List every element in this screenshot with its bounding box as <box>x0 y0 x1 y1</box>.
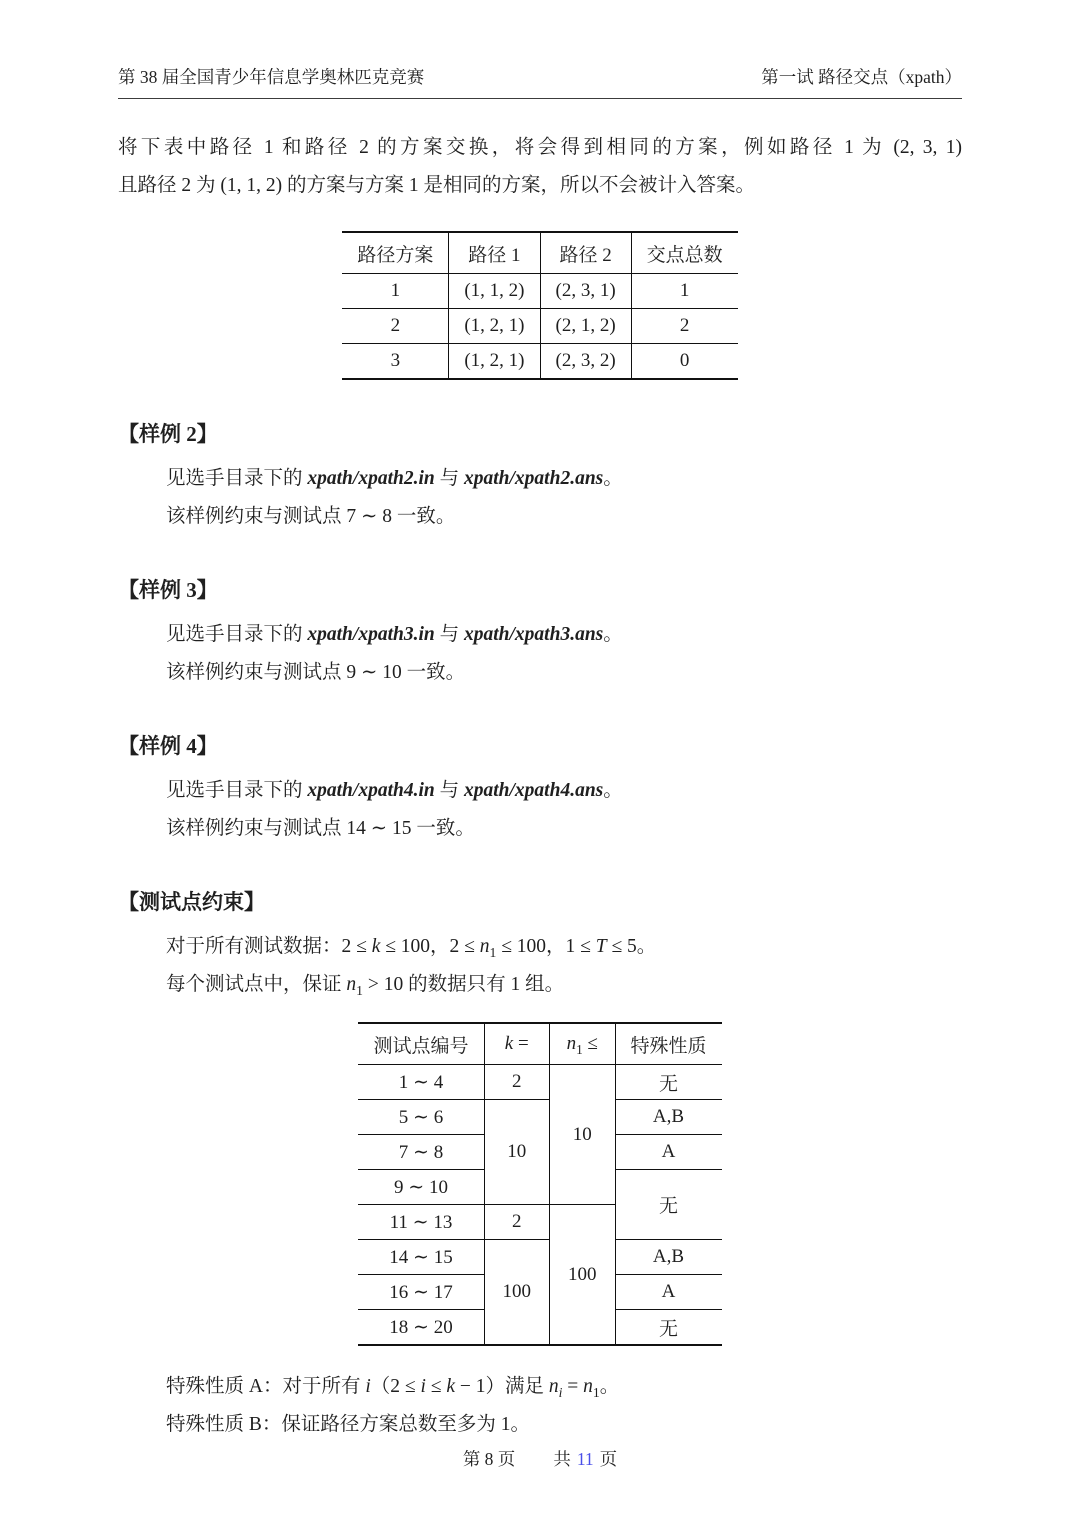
column-header: 交点总数 <box>631 232 738 274</box>
table-cell: (1, 1, 2) <box>449 274 540 309</box>
intro-line-1: 将下表中路径 1 和路径 2 的方案交换，将会得到相同的方案，例如路径 1 为 (2, 3, 1) <box>118 137 962 158</box>
footer-current-page: 第 8 页 <box>462 1449 516 1469</box>
table-cell: 11 ∼ 13 <box>358 1205 484 1240</box>
table-cell: (1, 2, 1) <box>449 344 540 380</box>
column-header: 路径方案 <box>342 232 449 274</box>
header-left-title: 第 38 届全国青少年信息学奥林匹克竞赛 <box>118 67 425 87</box>
sample3-constraint-line: 该样例约束与测试点 9 ∼ 10 一致。 <box>166 662 466 683</box>
table-cell: 10 <box>550 1065 616 1205</box>
table-cell: 无 <box>615 1170 722 1240</box>
table-cell: 16 ∼ 17 <box>358 1275 484 1310</box>
section-heading-sample4: 【样例 4】 <box>118 734 218 758</box>
column-header: 测试点编号 <box>358 1023 484 1065</box>
footer-total-pages <box>553 1449 617 1469</box>
table-header-row <box>358 1023 721 1065</box>
table-cell: A,B <box>615 1100 722 1135</box>
table-header-row <box>342 232 737 274</box>
footer-total-number[interactable]: 11 <box>576 1449 594 1469</box>
testpoint-constraints-table <box>358 1022 721 1346</box>
table-cell: 2 <box>631 309 738 344</box>
table-cell: 0 <box>631 344 738 380</box>
page-header <box>118 0 962 99</box>
table-cell: 1 <box>342 274 449 309</box>
footer-total-suffix: 页 <box>599 1449 618 1469</box>
constraints-line-1: 对于所有测试数据：2 ≤ k ≤ 100，$2 \le n_1 \le 100$，1 ≤ T ≤ 5。 <box>166 936 657 960</box>
table-row <box>342 309 737 344</box>
column-header: 路径 1 <box>449 232 540 274</box>
table-cell: 1 ∼ 4 <box>358 1065 484 1100</box>
header-right-title: 第一试 路径交点（xpath） <box>761 67 962 87</box>
table-cell: 2 <box>342 309 449 344</box>
table-cell: (2, 1, 2) <box>540 309 631 344</box>
table-row <box>358 1065 721 1100</box>
table-cell: (2, 3, 2) <box>540 344 631 380</box>
section-heading-constraints: 【测试点约束】 <box>118 890 265 914</box>
table-cell: 10 <box>484 1100 550 1205</box>
sample4-constraint-line: 该样例约束与测试点 14 ∼ 15 一致。 <box>166 818 475 839</box>
column-header: 特殊性质 <box>615 1023 722 1065</box>
intro-line-2: 且路径 2 为 (1, 1, 2) 的方案与方案 1 是相同的方案，所以不会被计入答案。 <box>118 175 755 196</box>
table-row <box>358 1240 721 1275</box>
section-heading-sample2: 【样例 2】 <box>118 422 218 446</box>
table-cell: 14 ∼ 15 <box>358 1240 484 1275</box>
table-row <box>342 344 737 380</box>
table-cell: 1 <box>631 274 738 309</box>
table-cell: A <box>615 1275 722 1310</box>
table-cell: 100 <box>550 1205 616 1346</box>
path-schemes-table <box>342 231 737 380</box>
sample3-files-line: 见选手目录下的 xpath/xpath3.in 与 xpath/xpath3.ans。 <box>166 624 623 645</box>
column-header: $n_1$ ≤ <box>550 1023 616 1065</box>
table-cell: 9 ∼ 10 <box>358 1170 484 1205</box>
table-cell: 100 <box>484 1240 550 1346</box>
constraints-line-2: 每个测试点中，保证 $n_1 > 10$ 的数据只有 1 组。 <box>166 974 565 998</box>
table-cell: 2 <box>484 1065 550 1100</box>
special-property-b-line: 特殊性质 B：保证路径方案总数至多为 1。 <box>166 1414 531 1435</box>
intro-paragraph <box>118 129 962 205</box>
table-cell: A,B <box>615 1240 722 1275</box>
section-heading-sample3: 【样例 3】 <box>118 578 218 602</box>
table-cell: 18 ∼ 20 <box>358 1310 484 1346</box>
footer-total-prefix: 共 <box>553 1449 571 1469</box>
table-cell: 无 <box>615 1065 722 1100</box>
table-cell: A <box>615 1135 722 1170</box>
table-cell: 无 <box>615 1310 722 1346</box>
sample2-constraint-line: 该样例约束与测试点 7 ∼ 8 一致。 <box>166 506 456 527</box>
sample2-files-line: 见选手目录下的 xpath/xpath2.in 与 xpath/xpath2.ans。 <box>166 468 623 489</box>
column-header: k = <box>484 1023 550 1065</box>
table-cell: 2 <box>484 1205 550 1240</box>
table-cell: 3 <box>342 344 449 380</box>
table-cell: (2, 3, 1) <box>540 274 631 309</box>
column-header: 路径 2 <box>540 232 631 274</box>
table-cell: 7 ∼ 8 <box>358 1135 484 1170</box>
sample4-files-line: 见选手目录下的 xpath/xpath4.in 与 xpath/xpath4.ans。 <box>166 780 623 801</box>
page-footer <box>0 1446 1080 1471</box>
table-row <box>342 274 737 309</box>
table-row <box>358 1100 721 1135</box>
table-cell: (1, 2, 1) <box>449 309 540 344</box>
special-property-a-line: 特殊性质 A：对于所有 i（2 ≤ i ≤ k − 1）满足 $n_i = n_1$。 <box>166 1376 620 1400</box>
table-cell: 5 ∼ 6 <box>358 1100 484 1135</box>
